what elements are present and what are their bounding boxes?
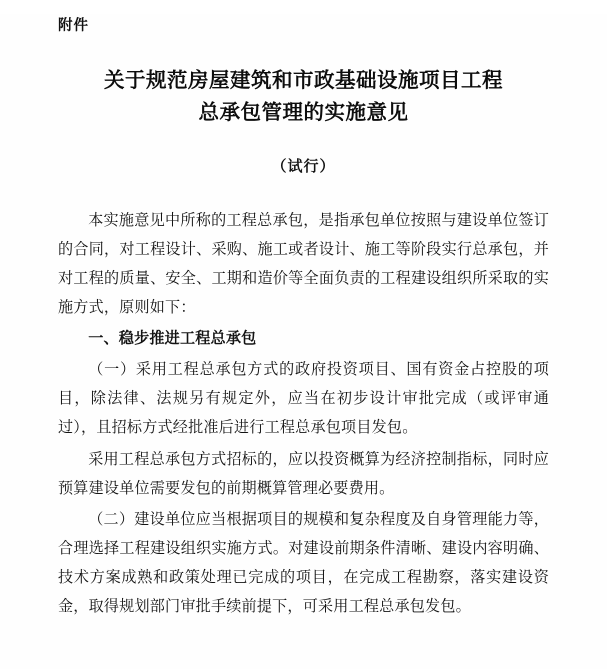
page-title (58, 65, 549, 129)
paragraph-bidding-control: 采用工程总承包方式招标的，应以投资概算为经济控制指标，同时应预算建设单位需要发包的前期概算管理必要费用。 (58, 449, 549, 497)
page-subtitle: （试行） (271, 156, 336, 175)
section-heading-one: 一、稳步推进工程总承包 (88, 329, 257, 348)
document-page (0, 14, 607, 669)
attachment-label: 附件 (58, 17, 89, 34)
paragraph-item-one: （一）采用工程总承包方式的政府投资项目、国有资金占控股的项目，除法律、法规另有规定外，应当在初步设计审批完成（或评审通过），且招标方式经批准后进行工程总承包项目发包。 (58, 360, 549, 437)
page-title-line-2: 总承包管理的实施意见 (198, 99, 409, 124)
paragraph-scope: 本实施意见中所称的工程总承包，是指承包单位按照与建设单位签订的合同，对工程设计、采购、施工或者设计、施工等阶段实行总承包，并对工程的质量、安全、工期和造价等全面负责的工程建设组织所采取的实施方式，原则如下： (58, 210, 549, 316)
page-title-line-1: 关于规范房屋建筑和市政基础设施项目工程 (104, 68, 503, 92)
paragraph-item-two: （二）建设单位应当根据项目的规模和复杂程度及自身管理能力等，合理选择工程建设组织实施方式。对建设前期条件清晰、建设内容明确、技术方案成熟和政策处理已完成的项目，在完成工程勘察，落实建设资金，取得规划部门审批手续前提下，可采用工程总承包发包。 (58, 509, 549, 616)
document-body (58, 206, 549, 622)
